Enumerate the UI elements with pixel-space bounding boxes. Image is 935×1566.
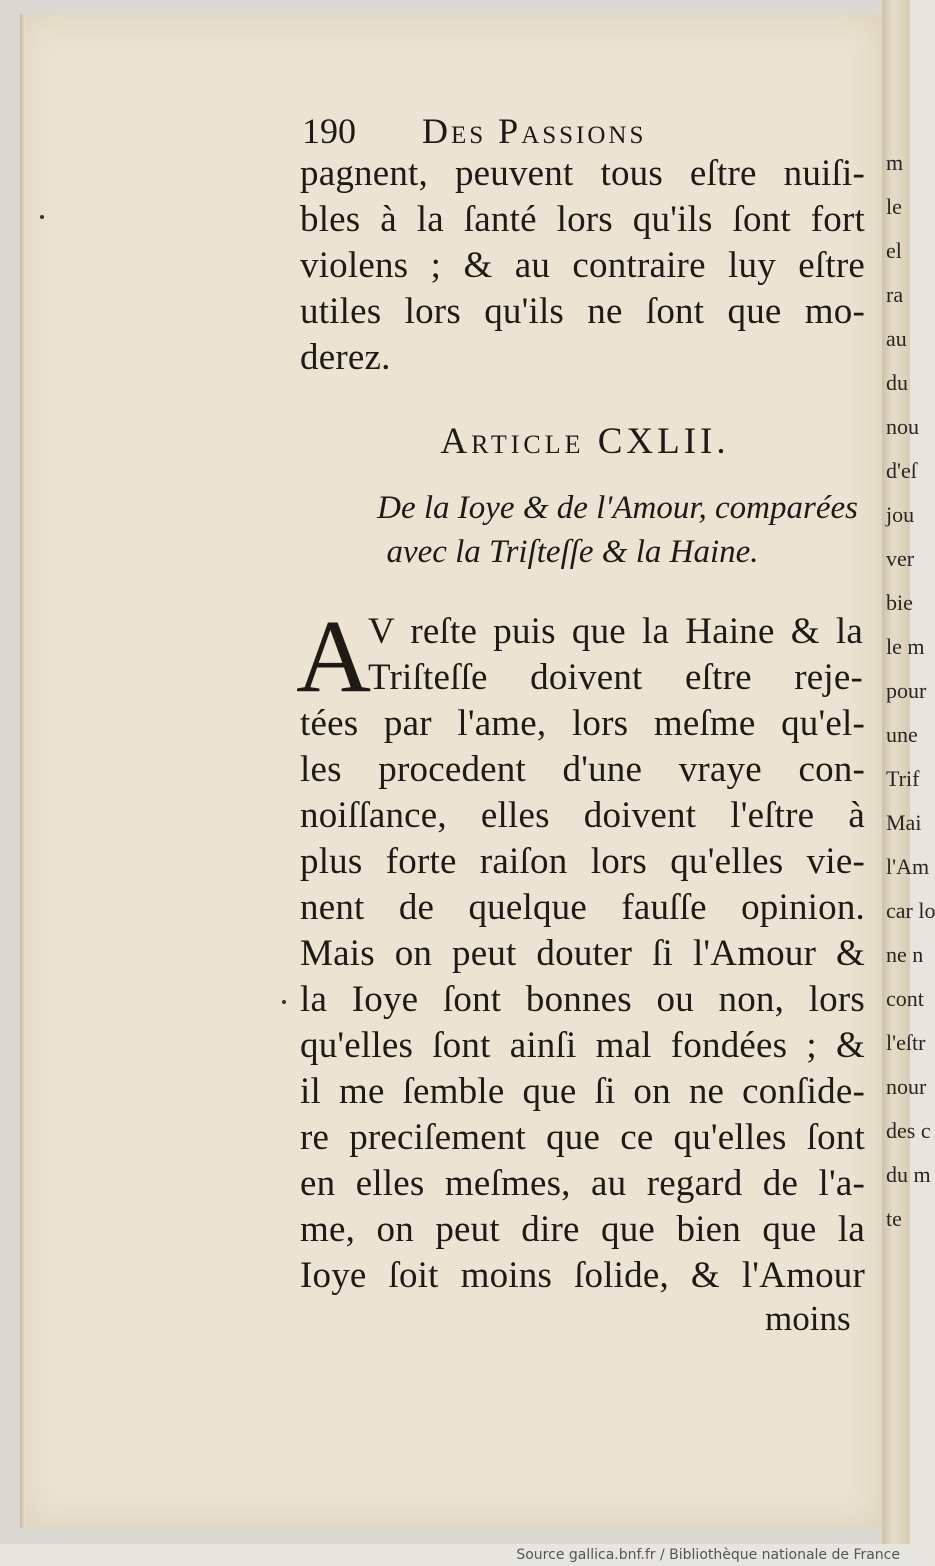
text-line: me, on peut dire que bien que la [300, 1209, 865, 1250]
gutter-fragment: nou [886, 414, 919, 439]
gutter-fragment: l'Am [886, 854, 930, 879]
gutter-fragment: du [886, 370, 908, 395]
gutter-fragment: te [886, 1206, 902, 1231]
text-line: derez. [300, 337, 391, 378]
text-line: violens ; & au contraire luy eſtre [300, 245, 865, 286]
text-line: les procedent d'une vraye con- [300, 749, 865, 790]
article-heading: Article CXLII. [440, 421, 730, 462]
ink-speck [40, 215, 44, 219]
page-edge [20, 14, 26, 1528]
text-line: tées par l'ame, lors meſme qu'el- [300, 703, 865, 744]
running-title: Des Passions [422, 111, 647, 151]
gutter-fragment: le [886, 194, 902, 219]
gutter-fragment: le m [886, 634, 925, 659]
gutter-fragment: m [886, 150, 904, 175]
text-line: la Ioye ſont bonnes ou non, lors [300, 979, 865, 1020]
text-line: utiles lors qu'ils ne ſont que mo- [300, 291, 865, 332]
text-line: noiſſance, elles doivent l'eſtre à [300, 795, 865, 836]
gutter-fragment: bie [886, 590, 913, 615]
gutter-fragment: d'eſ [886, 458, 917, 483]
catchword: moins [765, 1299, 851, 1338]
gutter-fragment: nour [886, 1074, 927, 1099]
page-number: 190 [302, 111, 356, 151]
text-line: Mais on peut douter ſi l'Amour & [300, 933, 865, 974]
gutter-fragment: ver [886, 546, 915, 571]
gutter-fragment: Mai [886, 810, 922, 835]
gutter-fragment: une [886, 722, 918, 747]
text-line: qu'elles ſont ainſi mal fondées ; & [300, 1025, 865, 1066]
gutter-fragment: du m [886, 1162, 931, 1187]
text-line: Triſteſſe doivent eſtre reje- [368, 657, 863, 698]
text-line: V reſte puis que la Haine & la [368, 611, 863, 652]
ink-speck [282, 1000, 286, 1004]
gutter-fragment: des c [886, 1118, 931, 1143]
text-line: re preciſement que ce qu'elles ſont [300, 1117, 865, 1158]
gutter-fragment: el [886, 238, 902, 263]
text-line: en elles meſmes, au regard de l'a- [300, 1163, 865, 1204]
gutter-fragment: l'eſtr [886, 1030, 926, 1055]
running-header [302, 110, 767, 150]
gutter-fragment: ra [886, 282, 904, 307]
gutter-fragment: cont [886, 986, 924, 1011]
text-line: nent de quelque fauſſe opinion. [300, 887, 865, 928]
article-subtitle-line2: avec la Triſteſſe & la Haine. [386, 534, 759, 570]
drop-capital: A [296, 599, 372, 714]
text-line: Ioye ſoit moins ſolide, & l'Amour [300, 1255, 865, 1296]
gutter-fragment: Trif [886, 766, 920, 791]
text-line: bles à la ſanté lors qu'ils ſont fort [300, 199, 865, 240]
gutter-fragment: car lo [886, 898, 935, 923]
gutter-fragment: pour [886, 678, 927, 703]
source-attribution: Source gallica.bnf.fr / Bibliothèque nationale de France [516, 1547, 900, 1563]
text-line: pagnent, peuvent tous eſtre nuiſi- [300, 153, 865, 194]
gutter-fragment: au [886, 326, 907, 351]
gutter-fragment: jou [886, 502, 915, 527]
text-line: il me ſemble que ſi on ne conſide- [300, 1071, 865, 1112]
text-line: plus forte raiſon lors qu'elles vie- [300, 841, 865, 882]
gutter-fragment: ne n [886, 942, 924, 967]
article-subtitle-line1: De la Ioye & de l'Amour, comparées [377, 490, 858, 526]
